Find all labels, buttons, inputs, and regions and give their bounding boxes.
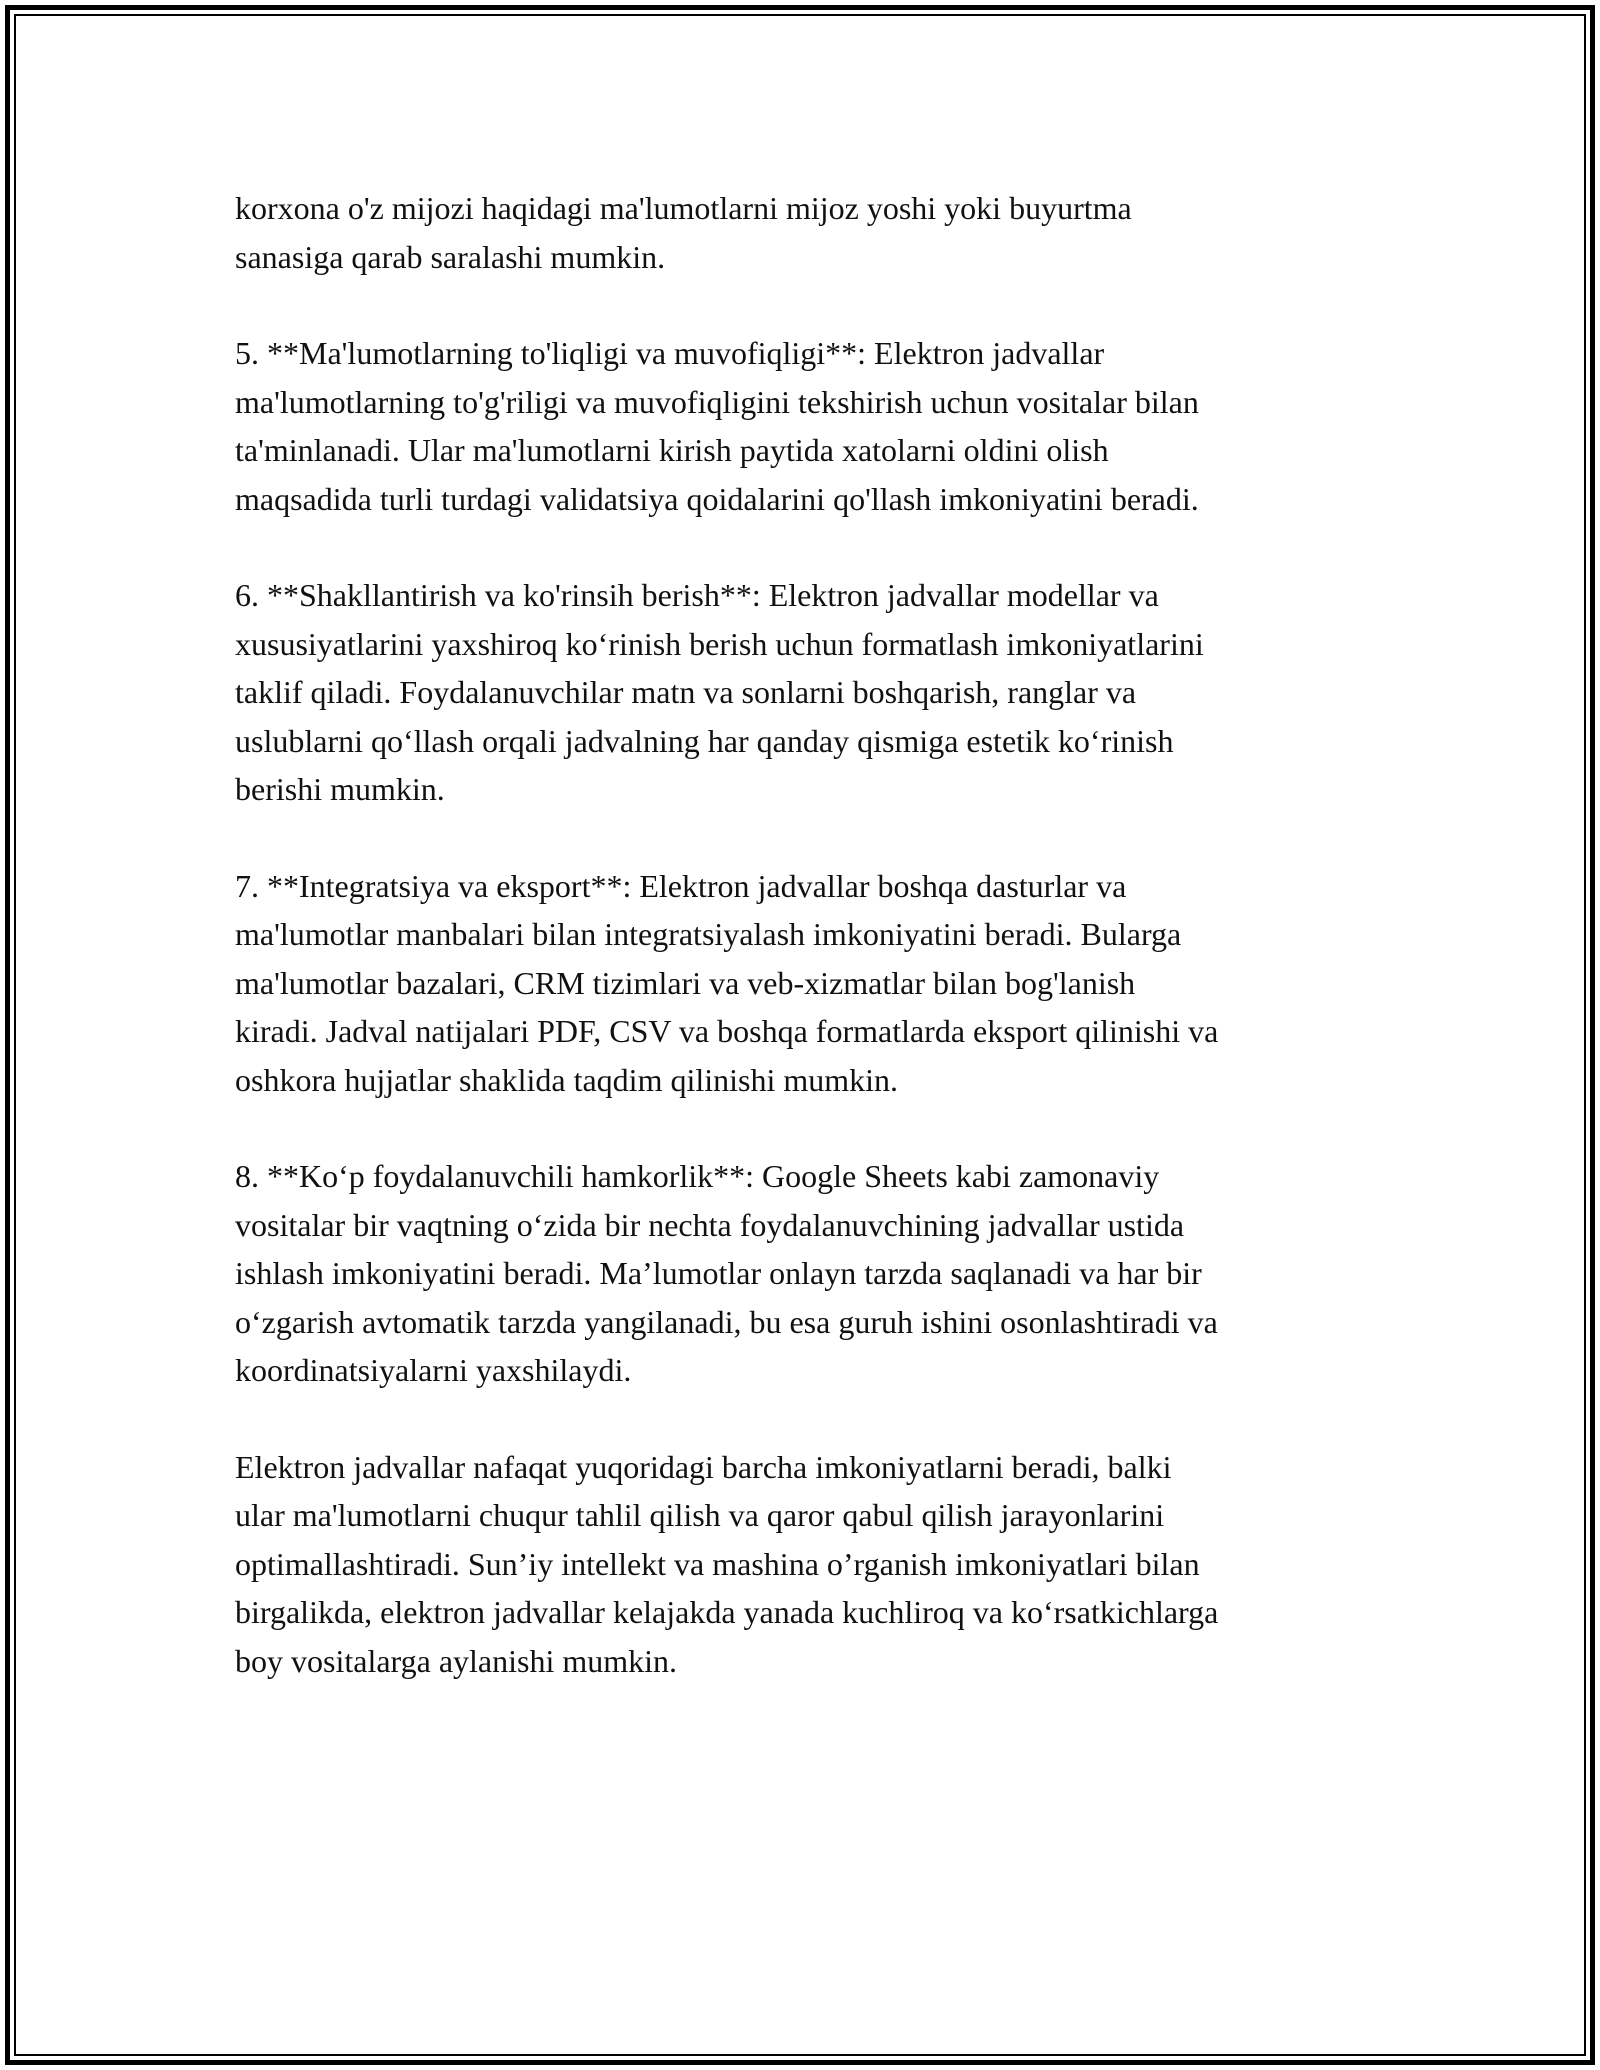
paragraph-item-6: 6. **Shakllantirish va ko'rinsih berish**: Elektron jadvallar modellar va xususiyatlarini yaxshiroq ko‘rinish berish uchun formatlash imkoniyatlarini taklif qiladi. Foydalanuvchilar matn va sonlarni boshqarish, ranglar va uslublarni qo‘llash orqali jadvalning har qanday qismiga estetik ko‘rinish berishi mumkin. [235, 577, 1204, 807]
paragraph-item-8: 8. **Ko‘p foydalanuvchili hamkorlik**: Google Sheets kabi zamonaviy vositalar bir vaqtning o‘zida bir nechta foydalanuvchining jadvallar ustida ishlash imkoniyatini beradi. Ma’lumotlar onlayn tarzda saqlanadi va har bir o‘zgarish avtomatik tarzda yangilanadi, bu esa guruh ishini osonlashtiradi va koordinatsiyalarni yaxshilaydi. [235, 1158, 1218, 1388]
paragraph-item-5: 5. **Ma'lumotlarning to'liqligi va muvofiqligi**: Elektron jadvallar ma'lumotlarning to'g'riligi va muvofiqligini tekshirish uchun vositalar bilan ta'minlanadi. Ular ma'lumotlarni kirish paytida xatolarni oldini olish maqsadida turli turdagi validatsiya qoidalarini qo'llash imkoniyatini beradi. [235, 335, 1199, 517]
paragraph-item-7: 7. **Integratsiya va eksport**: Elektron jadvallar boshqa dasturlar va ma'lumotlar manbalari bilan integratsiyalash imkoniyatini beradi. Bularga ma'lumotlar bazalari, CRM tizimlari va veb-xizmatlar bilan bog'lanish kiradi. Jadval natijalari PDF, CSV va boshqa formatlarda eksport qilinishi va oshkora hujjatlar shaklida taqdim qilinishi mumkin. [235, 867, 1219, 1098]
paragraph-continuation: korxona o'z mijozi haqidagi ma'lumotlarni mijoz yoshi yoki buyurtma sanasiga qarab saralashi mumkin. [235, 190, 1132, 275]
document-body [235, 184, 1395, 1733]
paragraph-conclusion: Elektron jadvallar nafaqat yuqoridagi barcha imkoniyatlarni beradi, balki ular ma'lumotlarni chuqur tahlil qilish va qaror qabul qilish jarayonlarini optimallashtiradi. Sun’iy intellekt va mashina o’rganish imkoniyatlari bilan birgalikda, elektron jadvallar kelajakda yanada kuchliroq va ko‘rsatkichlarga boy vositalarga aylanishi mumkin. [235, 1448, 1219, 1679]
